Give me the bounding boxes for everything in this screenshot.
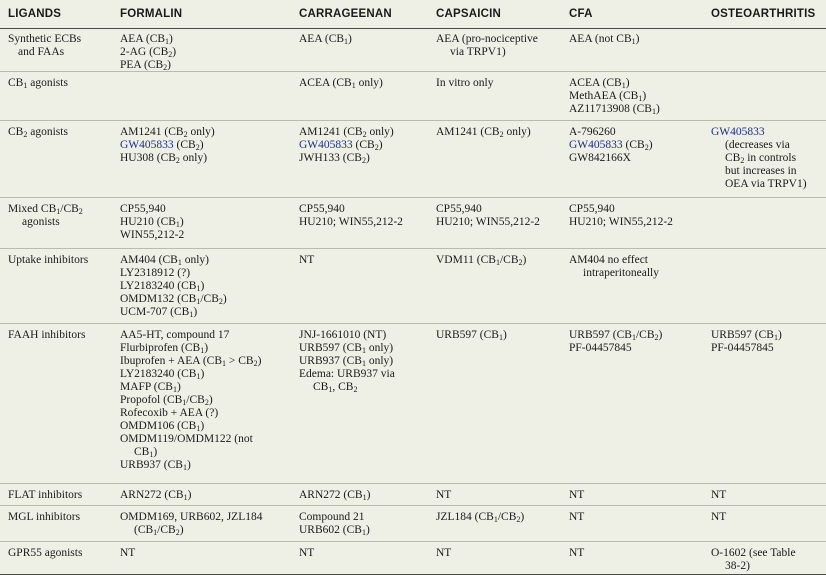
row-label: MGL inhibitors	[8, 511, 81, 523]
row-label: $CB_1$ agonists	[8, 77, 68, 90]
cell-osteoarthritis: O-1602 (see Table 38-2)	[711, 547, 796, 572]
cell-cfa: AM404 no effect intraperitoneally	[569, 254, 659, 279]
table-row-faah	[0, 324, 826, 484]
cell-cfa: CP55,940 HU210; WIN55,212-2	[569, 203, 673, 228]
cell-carrageenan: ARN272 $(CB_1)$	[299, 489, 371, 502]
cell-capsaicin: NT	[436, 547, 452, 559]
row-label: $CB_2$ agonists	[8, 126, 68, 139]
cell-cfa: URB597 $(CB_1/CB_2)$ PF-04457845	[569, 329, 663, 354]
header-formalin: FORMALIN	[120, 8, 183, 20]
table-row-synthetic	[0, 28, 826, 72]
cell-carrageenan: NT	[299, 254, 315, 266]
cell-formalin: NT	[120, 547, 136, 559]
row-label: Mixed $CB_1/CB_2$ agonists	[8, 203, 83, 228]
ligand-link[interactable]: GW405833	[711, 126, 765, 138]
table-row-flat	[0, 484, 826, 506]
cell-carrageenan: Compound 21 URB602 $(CB_1)$	[299, 511, 370, 537]
cell-carrageenan: AEA $(CB_1)$	[299, 33, 352, 46]
row-label: GPR55 agonists	[8, 547, 83, 559]
cell-capsaicin: URB597 $(CB_1)$	[436, 329, 507, 342]
cell-cfa: NT	[569, 489, 585, 501]
cell-cfa: A-796260 GW405833 $(CB_2)$ GW842166X	[569, 126, 653, 164]
ligand-link[interactable]: GW405833	[299, 139, 353, 151]
label-line: and FAAs	[18, 46, 65, 58]
cell-formalin: OMDM169, URB602, JZL184 $(CB_1/CB_2)$	[120, 511, 263, 537]
table-row-cb1	[0, 72, 826, 121]
row-label: Uptake inhibitors	[8, 254, 89, 266]
table-row-uptake	[0, 249, 826, 324]
cell-capsaicin: In vitro only	[436, 77, 494, 89]
ligand-link[interactable]: GW405833	[120, 139, 174, 151]
cell-formalin: AEA $(CB_1)$ 2-AG $(CB_2)$ PEA $(CB_2)$	[120, 33, 177, 72]
row-label: FAAH inhibitors	[8, 329, 86, 341]
cell-capsaicin: VDM11 $(CB_1/CB_2)$	[436, 254, 527, 267]
ligand-link[interactable]: GW405833	[569, 139, 623, 151]
table-row-mixed	[0, 198, 826, 249]
cell-formalin: CP55,940 HU210 $(CB_1)$ WIN55,212-2	[120, 203, 185, 241]
cell-cfa: AEA (not $CB_1$)	[569, 33, 640, 46]
header-carrageenan: CARRAGEENAN	[299, 8, 392, 20]
cell-carrageenan: NT	[299, 547, 315, 559]
header-osteoarthritis: OSTEOARTHRITIS	[711, 8, 816, 20]
header-ligands: LIGANDS	[8, 8, 62, 20]
cell-capsaicin: NT	[436, 489, 452, 501]
table-row-gpr55	[0, 542, 826, 575]
cell-carrageenan: CP55,940 HU210; WIN55,212-2	[299, 203, 403, 228]
cell-cfa: NT	[569, 547, 585, 559]
row-label	[8, 33, 108, 59]
cell-capsaicin: AM1241 ($CB_2$ only)	[436, 126, 531, 139]
cell-capsaicin: JZL184 $(CB_1/CB_2)$	[436, 511, 525, 524]
cell-cfa: NT	[569, 511, 585, 523]
cell-cfa: ACEA $(CB_1)$ MethAEA $(CB_1)$ AZ11713908 $(CB_1)$	[569, 77, 660, 116]
cell-formalin: AM404 ($CB_1$ only) LY2318912 (?) LY2183240 $(CB_1)$ OMDM132 $(CB_1/CB_2)$ UCM-707 $(CB_1)$	[120, 254, 227, 319]
cell-formalin: AA5-HT, compound 17 Flurbiprofen $(CB_1)$ Ibuprofen + AEA $(CB_1 > CB_2)$ LY2183240 $(CB_1)$ MAFP $(CB_1)$ Propofol $(CB_1/CB_2)$ Rofecoxib + AEA (?) OMDM106 $(CB_1)$ OMDM119/OMDM122 (not $CB_1$) URB937 $(CB_1)$	[120, 329, 262, 472]
table-header	[0, 0, 826, 29]
cell-formalin: AM1241 ($CB_2$ only) GW405833 $(CB_2)$ HU308 ($CB_2$ only)	[120, 126, 215, 165]
cell-osteoarthritis: NT	[711, 489, 727, 501]
header-capsaicin: CAPSAICIN	[436, 8, 502, 20]
cell-osteoarthritis: GW405833 (decreases via $CB_2$ in controls but increases in OEA via TRPV1)	[711, 126, 823, 191]
cell-osteoarthritis: NT	[711, 511, 727, 523]
label-line: Synthetic ECBs	[8, 33, 82, 45]
cell-carrageenan: AM1241 ($CB_2$ only) GW405833 $(CB_2)$ JWH133 $(CB_2)$	[299, 126, 394, 165]
cell-carrageenan: JNJ-1661010 (NT) URB597 ($CB_1$ only) URB937 ($CB_1$ only) Edema: URB937 via $CB_1$, $CB_2$	[299, 329, 395, 394]
cell-capsaicin: AEA (pro-nociceptive via TRPV1)	[436, 33, 538, 58]
cell-capsaicin: CP55,940 HU210; WIN55,212-2	[436, 203, 540, 228]
cell-osteoarthritis: URB597 $(CB_1)$ PF-04457845	[711, 329, 782, 354]
cell-carrageenan: ACEA ($CB_1$ only)	[299, 77, 383, 90]
row-label: FLAT inhibitors	[8, 489, 83, 501]
table-row-mgl	[0, 506, 826, 542]
table-row-cb2	[0, 121, 826, 198]
header-cfa: CFA	[569, 8, 593, 20]
cell-formalin: ARN272 $(CB_1)$	[120, 489, 192, 502]
